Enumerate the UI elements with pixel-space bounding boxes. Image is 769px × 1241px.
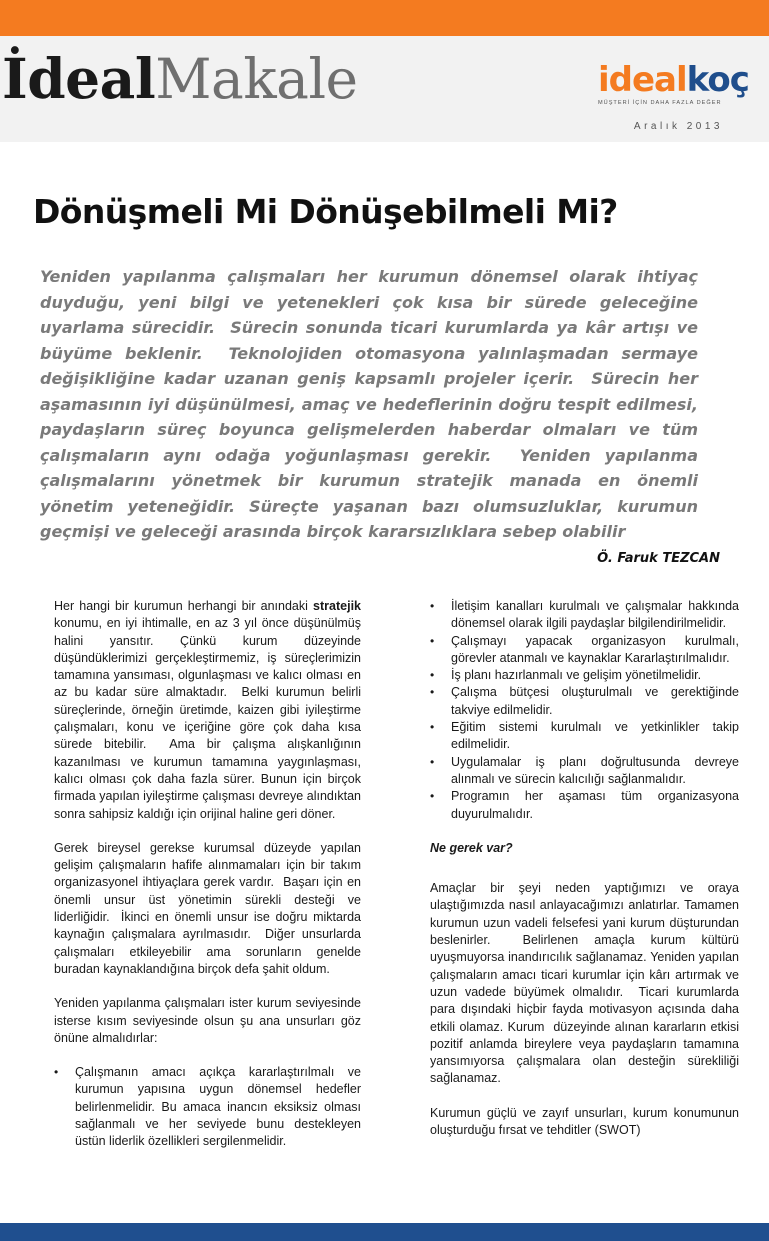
list-item: • Çalışmayı yapacak organizasyon kurulmalı, görevler atanmalı ve kaynaklar Kararlaştırılmalıdır. xyxy=(430,633,739,668)
logo-part-2: koç xyxy=(686,60,749,100)
bottom-blue-bar xyxy=(0,1223,769,1241)
list-item: • Çalışmanın amacı açıkça kararlaştırılmalı ve kurumun yapısına uygun dönemsel hedefler belirlenmelidir. Bu amaca inancın eksiksiz olması sağlanmalı ve her seviyede bunu destekleyen üstün liderlik özellikleri sergilenmelidir. xyxy=(54,1064,361,1150)
right-paragraph-1: Amaçlar bir şeyi neden yaptığımızı ve oraya ulaştığımızda nasıl anlayacağımızı anlatırlar. Tamamen kurumun uzun vadeli felsefesi yani kurum düşturundan beslenirler. Belirlenen amaçla kurum kültürü uyuşmuyorsa inandırıcılık sağlanamaz. Yeniden yapılan çalışmaların amacı ticari kurumlar için kârı artırmak ve uzun vadede büyümek olmalıdır. Ticari kurumlarda para dışındaki hiçbir fayda motivasyon açısında daha etkili olamaz. Kurum düzeyinde alınan kararların etkisi pozitif anlamda bireylere veya paydaşların tamamına yansımıyorsa çalışmalara olan desteğin sürekliliği sağlanamaz. xyxy=(430,881,743,1086)
section-subheading: Ne gerek var? xyxy=(430,840,513,855)
logo-part-1: ideal xyxy=(598,60,687,100)
left-p1-end: konumu, en iyi ihtimalle, en az 3 yıl önce düşünülmüş halini yansıtır. Çünkü kurum düzeyinde düşündüklerimizi gerçekleştirmemiz, iş süreçlerimizin tamamına yansıması, olgunlaşması ve kalıcı olması en az bu kadar süre almaktadır. Belki kurumun belirli süreçlerinde, örneğin üretimde, kaizen gibi iyileştirme çalışmaları, konu ve içeriğine göre çok daha kısa sürede bitebilir. Ama bir çalışma alışkanlığının kazanılması ve kurumun tamamına yaygınlaşması, kalıcı olması çok daha fazla sürer. Bunun için birçok firmada yapılan iyileştirme çalışması devreye alındıktan sonra sahipsiz kaldığı için orijinal haline geri döner. xyxy=(54,599,365,821)
left-paragraph-3: Yeniden yapılanma çalışmaları ister kurum seviyesinde isterse kısım seviyesinde olsun şu ana unsurları göz önüne almalıdırlar: xyxy=(54,996,365,1045)
list-item: • Uygulamalar iş planı doğrultusunda devreye alınmalı ve sürecin kalıcılığı sağlanmalıdır. xyxy=(430,754,739,789)
list-item: • Çalışma bütçesi oluşturulmalı ve gerektiğinde takviye edilmelidir. xyxy=(430,684,739,719)
masthead-title xyxy=(2,44,358,114)
article-lead xyxy=(40,264,704,545)
left-p1-bold: stratejik xyxy=(313,599,361,613)
masthead-light: Makale xyxy=(155,47,358,111)
logo-wordmark xyxy=(598,62,758,98)
top-orange-bar xyxy=(0,0,769,36)
company-logo xyxy=(598,62,758,106)
article-title: Dönüşmeli Mi Dönüşebilmeli Mi? xyxy=(33,192,618,231)
right-bullet-list xyxy=(430,598,739,823)
left-paragraph-1 xyxy=(54,598,365,823)
lead-text: Yeniden yapılanma çalışmaları her kurumun dönemsel olarak ihtiyaç duyduğu, yeni bilgi ve yetenekleri çok kısa bir sürede geleceğine uyarlama sürecidir. Sürecin sonunda ticari kurumlarda ya kâr artışı ve büyüme beklenir. Teknolojiden otomasyona yalınlaşmadan sermaye değişikliğine kadar uzanan geniş kapsamlı projeler içerir. Sürecin her aşamasının iyi düşünülmesi, amaç ve hedeflerinin doğru tespit edilmesi, paydaşların süreç boyunca gelişmelerden haberdar olmaları ve tüm çalışmaların aynı odağa yoğunlaşması gerekir. Yeniden yapılanma çalışmalarını yönetmek bir kurumun stratejik manada en önemli yönetim yeteneğidir. Süreçte yaşanan bazı olumsuzluklar, kurumun geçmişi ve geleceği arasında birçok kararsızlıklara sebep olabilir xyxy=(40,267,704,541)
right-paragraph-2: Kurumun güçlü ve zayıf unsurları, kurum konumunun oluşturduğu fırsat ve tehditler (SWOT) xyxy=(430,1105,743,1138)
list-item: • İş planı hazırlanmalı ve gelişim yönetilmelidir. xyxy=(430,667,739,684)
author-byline: Ö. Faruk TEZCAN xyxy=(597,551,720,566)
list-item: • Programın her aşaması tüm organizasyona duyurulmalıdır. xyxy=(430,788,739,823)
left-column xyxy=(54,598,365,1168)
issue-date: Aralık 2013 xyxy=(633,121,723,132)
left-paragraph-2: Gerek bireysel gerekse kurumsal düzeyde yapılan gelişim çalışmaların hafife alınmamaları için bir takım organizasyonel ihtiyaçlara gerek vardır. Başarı için en önemli unsur üst yönetimin sürekli desteği ve liderliğidir. İkinci en önemli unsur ise doğru miktarda kaynağın çalışmalara ayrılmasıdır. Diğer unsurlarda çalışmaları etkileyebilir ama sorunların genelde buradan kaynaklandığına birçok defa şahit oldum. xyxy=(54,840,365,976)
logo-tagline: MÜŞTERİ İÇİN DAHA FAZLA DEĞER xyxy=(598,100,722,106)
list-item: • İletişim kanalları kurulmalı ve çalışmalar hakkında dönemsel olarak ilgili paydaşlar bilgilendirilmelidir. xyxy=(430,598,739,633)
right-column xyxy=(430,598,743,1156)
list-item: • Eğitim sistemi kurulmalı ve yetkinlikler takip edilmelidir. xyxy=(430,719,739,754)
left-bullet-list xyxy=(54,1064,361,1150)
masthead-bold: İdeal xyxy=(2,46,156,111)
left-p1-start: Her hangi bir kurumun herhangi bir anındaki xyxy=(54,599,314,613)
